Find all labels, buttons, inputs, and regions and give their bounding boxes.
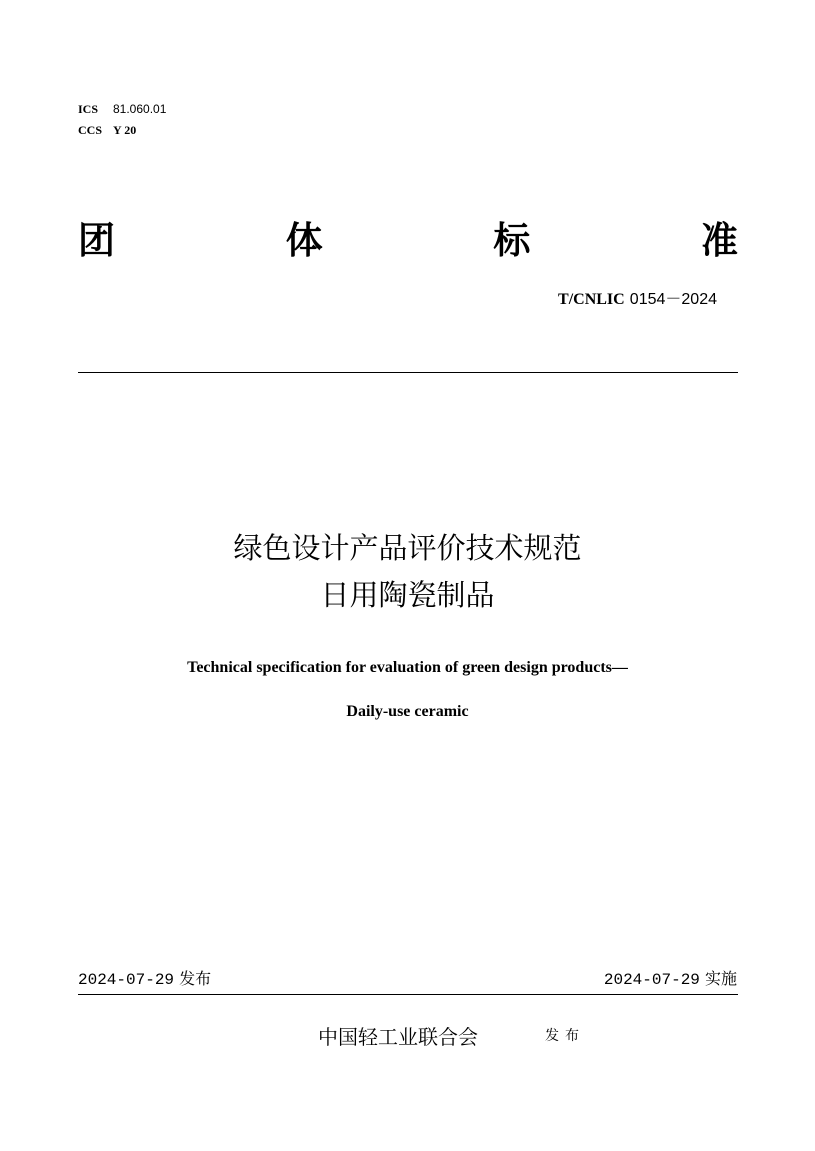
classification-codes bbox=[78, 99, 166, 141]
ccs-label: CCS bbox=[78, 123, 103, 137]
ics-label: ICS bbox=[78, 102, 99, 116]
standard-type-heading bbox=[78, 212, 738, 262]
title-cn-line1: 绿色设计产品评价技术规范 bbox=[233, 531, 582, 565]
issue-date-block bbox=[78, 966, 211, 989]
ics-value: 81.060.01 bbox=[113, 102, 167, 116]
ics-line bbox=[78, 99, 166, 120]
ccs-value: Y 20 bbox=[113, 123, 137, 137]
issue-label: 发布 bbox=[179, 969, 212, 988]
implement-date: 2024-07-29 bbox=[603, 971, 700, 989]
publisher-name: 中国轻工业联合会 bbox=[318, 1025, 478, 1049]
bottom-divider bbox=[78, 994, 738, 995]
issue-date: 2024-07-29 bbox=[78, 971, 175, 989]
standard-number-prefix: T/CNLIC bbox=[558, 291, 625, 308]
title-en-line1: Technical specification for evaluation of green design products— bbox=[187, 659, 628, 676]
standard-type-char: 准 bbox=[700, 219, 738, 262]
top-divider bbox=[78, 372, 738, 373]
title-en-line2: Daily-use ceramic bbox=[346, 703, 469, 720]
publisher-label: 发布 bbox=[545, 1028, 585, 1044]
standard-number bbox=[558, 286, 717, 309]
standard-type-char: 体 bbox=[285, 219, 323, 262]
standard-type-char: 团 bbox=[78, 219, 115, 262]
standard-number-value: 0154－2024 bbox=[629, 291, 717, 308]
ccs-line bbox=[78, 120, 166, 141]
implement-date-block bbox=[604, 966, 737, 989]
title-cn-line2: 日用陶瓷制品 bbox=[320, 578, 495, 612]
implement-label: 实施 bbox=[704, 969, 737, 988]
standard-type-char: 标 bbox=[493, 219, 531, 262]
